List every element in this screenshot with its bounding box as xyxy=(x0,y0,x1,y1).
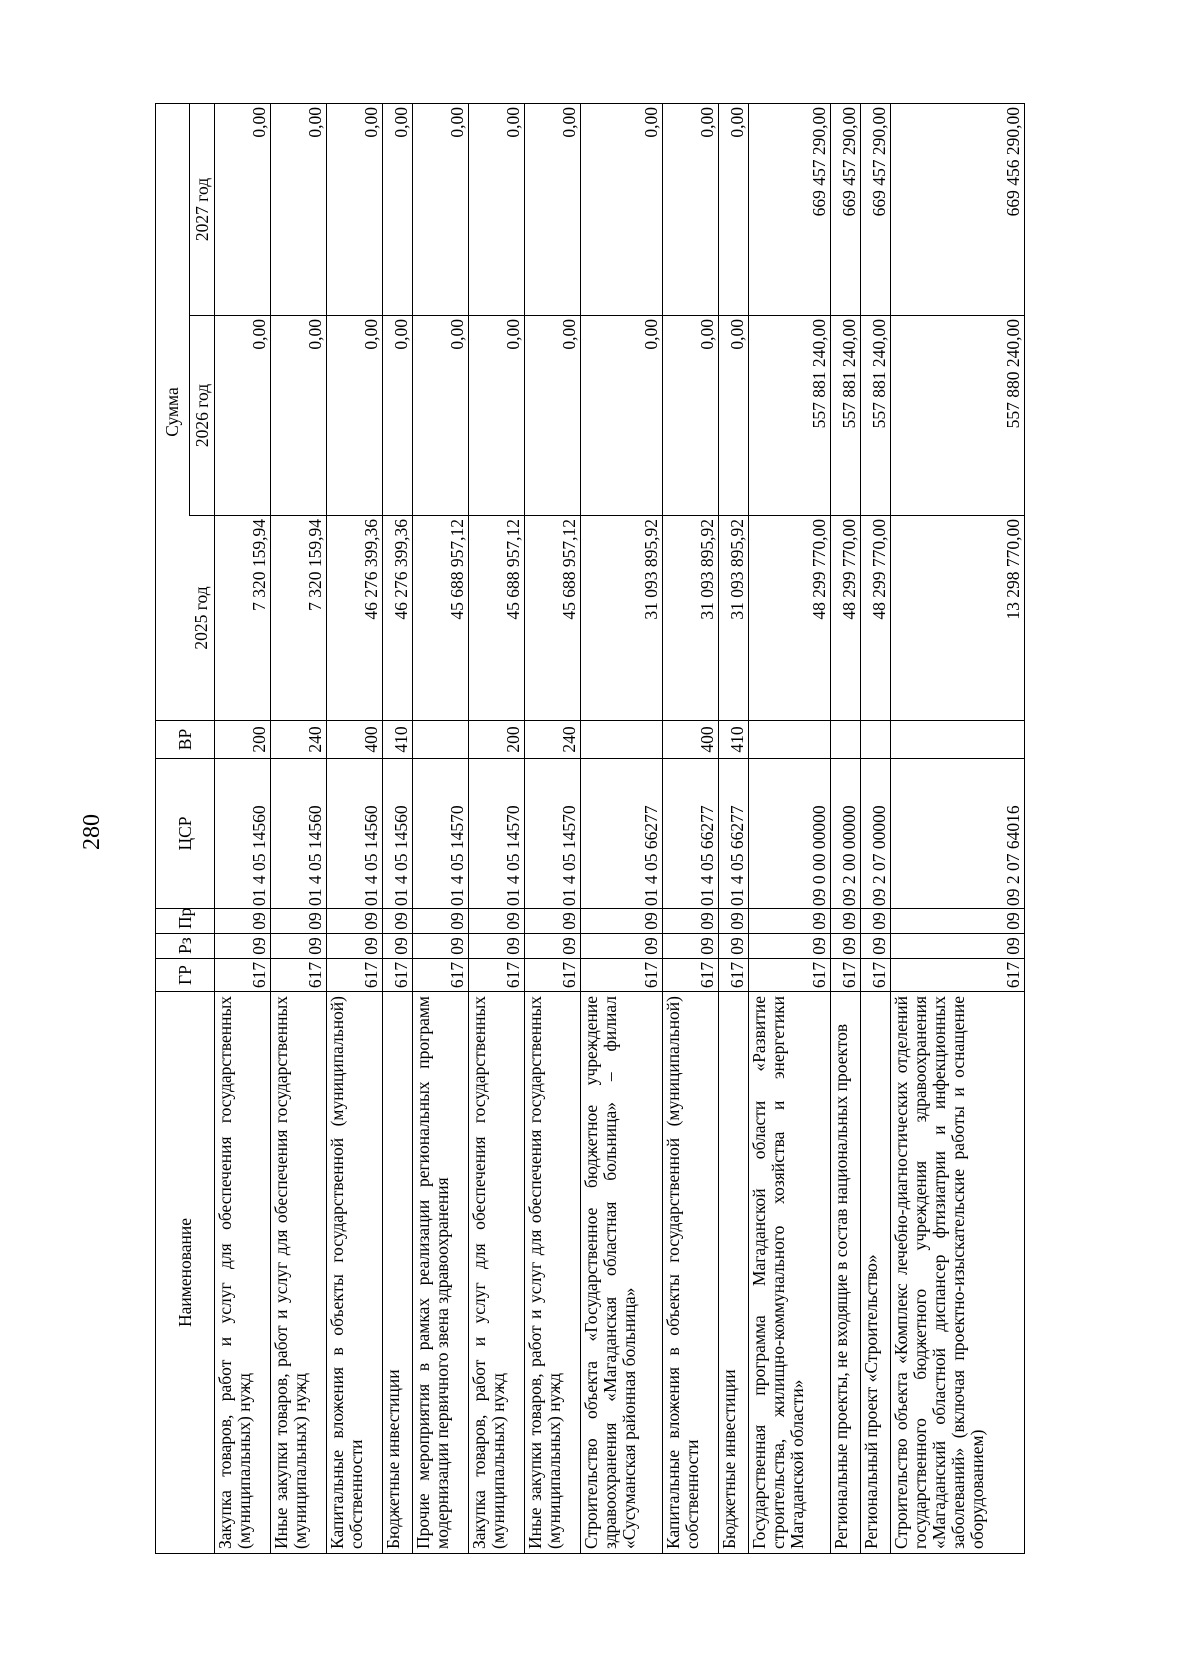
row-rz-cell: 09 xyxy=(719,934,749,959)
table-body xyxy=(215,103,1025,1553)
row-pr-cell: 09 xyxy=(861,909,891,934)
table-row xyxy=(663,103,719,1553)
row-name-cell: Прочие мероприятия в рамках реализации региональных программ модернизации первичного звена здравоохранения xyxy=(413,992,469,1554)
row-gr-cell: 617 xyxy=(271,959,327,992)
row-2026-amount: 0,00 xyxy=(413,316,469,516)
row-vr-cell: 240 xyxy=(271,721,327,759)
row-2025-amount: 31 093 895,92 xyxy=(581,516,663,721)
row-gr-cell: 617 xyxy=(413,959,469,992)
row-2025-amount: 7 320 159,94 xyxy=(271,516,327,721)
row-2027-amount: 0,00 xyxy=(525,103,581,315)
row-2025-amount: 45 688 957,12 xyxy=(469,516,525,721)
row-csr-cell: 01 4 05 14570 xyxy=(413,759,469,909)
row-pr-cell: 09 xyxy=(327,909,383,934)
table-row xyxy=(581,103,663,1553)
row-2026-amount: 557 881 240,00 xyxy=(749,316,831,516)
row-pr-cell: 09 xyxy=(469,909,525,934)
header-rz: Рз xyxy=(156,934,215,959)
table-row xyxy=(383,103,413,1553)
table-row xyxy=(271,103,327,1553)
row-name-cell: Закупка товаров, работ и услуг для обеспечения государственных (муниципальных) нужд xyxy=(215,992,271,1554)
row-2027-amount: 0,00 xyxy=(383,103,413,315)
row-csr-cell: 09 2 07 64016 xyxy=(891,759,1025,909)
page-number: 280 xyxy=(79,814,105,850)
row-2027-amount: 669 456 290,00 xyxy=(891,103,1025,315)
row-pr-cell: 09 xyxy=(525,909,581,934)
row-rz-cell: 09 xyxy=(327,934,383,959)
row-2027-amount: 0,00 xyxy=(469,103,525,315)
row-2026-amount: 557 880 240,00 xyxy=(891,316,1025,516)
row-vr-cell: 240 xyxy=(525,721,581,759)
row-vr-cell xyxy=(581,721,663,759)
row-2027-amount: 669 457 290,00 xyxy=(831,103,861,315)
row-pr-cell: 09 xyxy=(749,909,831,934)
row-2025-amount: 45 688 957,12 xyxy=(413,516,469,721)
row-csr-cell: 01 4 05 14570 xyxy=(525,759,581,909)
row-vr-cell: 400 xyxy=(327,721,383,759)
row-2025-amount: 48 299 770,00 xyxy=(831,516,861,721)
row-2025-amount: 7 320 159,94 xyxy=(215,516,271,721)
row-name-cell: Региональные проекты, не входящие в состав национальных проектов xyxy=(831,992,861,1554)
row-name-cell: Бюджетные инвестиции xyxy=(383,992,413,1554)
row-csr-cell: 01 4 05 66277 xyxy=(581,759,663,909)
row-rz-cell: 09 xyxy=(469,934,525,959)
header-gr: ГР xyxy=(156,959,215,992)
row-pr-cell: 09 xyxy=(831,909,861,934)
row-pr-cell: 09 xyxy=(663,909,719,934)
row-2026-amount: 0,00 xyxy=(215,316,271,516)
row-gr-cell: 617 xyxy=(469,959,525,992)
row-2026-amount: 0,00 xyxy=(327,316,383,516)
row-2027-amount: 0,00 xyxy=(663,103,719,315)
budget-table-container xyxy=(155,104,1025,1554)
table-row xyxy=(525,103,581,1553)
row-vr-cell xyxy=(891,721,1025,759)
row-gr-cell: 617 xyxy=(891,959,1025,992)
table-row xyxy=(831,103,861,1553)
header-year-2027: 2027 год xyxy=(190,103,215,315)
row-name-cell: Региональный проект «Строительство» xyxy=(861,992,891,1554)
row-2027-amount: 0,00 xyxy=(271,103,327,315)
row-vr-cell xyxy=(861,721,891,759)
row-pr-cell: 09 xyxy=(271,909,327,934)
row-2027-amount: 0,00 xyxy=(215,103,271,315)
row-2027-amount: 0,00 xyxy=(327,103,383,315)
row-2025-amount: 46 276 399,36 xyxy=(383,516,413,721)
header-year-2025: 2025 год xyxy=(190,516,215,721)
row-gr-cell: 617 xyxy=(525,959,581,992)
table-row xyxy=(719,103,749,1553)
table-row xyxy=(327,103,383,1553)
row-2025-amount: 46 276 399,36 xyxy=(327,516,383,721)
row-pr-cell: 09 xyxy=(719,909,749,934)
row-gr-cell: 617 xyxy=(749,959,831,992)
table-row xyxy=(749,103,831,1553)
row-rz-cell: 09 xyxy=(525,934,581,959)
row-name-cell: Капитальные вложения в объекты государственной (муниципальной) собственности xyxy=(327,992,383,1554)
row-2026-amount: 0,00 xyxy=(581,316,663,516)
row-name-cell: Иные закупки товаров, работ и услуг для обеспечения государственных (муниципальных) нужд xyxy=(271,992,327,1554)
row-name-cell: Государственная программа Магаданской области «Развитие строительства, жилищно-коммунального хозяйства и энергетики Магаданской области» xyxy=(749,992,831,1554)
row-rz-cell: 09 xyxy=(749,934,831,959)
row-name-cell: Капитальные вложения в объекты государственной (муниципальной) собственности xyxy=(663,992,719,1554)
table-row xyxy=(861,103,891,1553)
table-row xyxy=(891,103,1025,1553)
row-csr-cell: 01 4 05 14560 xyxy=(383,759,413,909)
row-gr-cell: 617 xyxy=(831,959,861,992)
row-gr-cell: 617 xyxy=(581,959,663,992)
row-name-cell: Бюджетные инвестиции xyxy=(719,992,749,1554)
row-pr-cell: 09 xyxy=(891,909,1025,934)
row-csr-cell: 09 2 00 00000 xyxy=(831,759,861,909)
row-csr-cell: 01 4 05 14560 xyxy=(271,759,327,909)
row-name-cell: Закупка товаров, работ и услуг для обеспечения государственных (муниципальных) нужд xyxy=(469,992,525,1554)
row-2026-amount: 0,00 xyxy=(525,316,581,516)
header-pr: Пр xyxy=(156,909,215,934)
row-2025-amount: 31 093 895,92 xyxy=(719,516,749,721)
row-rz-cell: 09 xyxy=(891,934,1025,959)
row-gr-cell: 617 xyxy=(663,959,719,992)
header-name: Наименование xyxy=(156,992,215,1554)
table-row xyxy=(215,103,271,1553)
row-pr-cell: 09 xyxy=(581,909,663,934)
row-name-cell: Строительство объекта «Государственное бюджетное учреждение здравоохранения «Магаданская областная больница» – филиал «Сусуманская районная больница» xyxy=(581,992,663,1554)
row-2025-amount: 48 299 770,00 xyxy=(749,516,831,721)
row-name-cell: Строительство объекта «Комплекс лечебно-диагностических отделений государственного бюджетного учреждения здравоохранения «Магаданский областной диспансер фтизиатрии и инфекционных заболеваний» (включая проектно-изыскательские работы и оснащение оборудованием) xyxy=(891,992,1025,1554)
row-rz-cell: 09 xyxy=(413,934,469,959)
row-csr-cell: 01 4 05 14570 xyxy=(469,759,525,909)
row-csr-cell: 01 4 05 66277 xyxy=(719,759,749,909)
header-year-2026: 2026 год xyxy=(190,316,215,516)
row-gr-cell: 617 xyxy=(861,959,891,992)
row-2026-amount: 0,00 xyxy=(719,316,749,516)
row-vr-cell: 410 xyxy=(719,721,749,759)
row-gr-cell: 617 xyxy=(719,959,749,992)
row-2026-amount: 557 881 240,00 xyxy=(831,316,861,516)
row-csr-cell: 09 0 00 00000 xyxy=(749,759,831,909)
row-2025-amount: 13 298 770,00 xyxy=(891,516,1025,721)
row-2027-amount: 0,00 xyxy=(581,103,663,315)
row-2027-amount: 0,00 xyxy=(719,103,749,315)
table-row xyxy=(469,103,525,1553)
row-gr-cell: 617 xyxy=(215,959,271,992)
row-pr-cell: 09 xyxy=(413,909,469,934)
table-row xyxy=(413,103,469,1553)
row-2025-amount: 48 299 770,00 xyxy=(861,516,891,721)
row-2026-amount: 0,00 xyxy=(663,316,719,516)
row-rz-cell: 09 xyxy=(861,934,891,959)
row-gr-cell: 617 xyxy=(327,959,383,992)
row-vr-cell: 200 xyxy=(469,721,525,759)
row-rz-cell: 09 xyxy=(383,934,413,959)
row-rz-cell: 09 xyxy=(215,934,271,959)
row-csr-cell: 01 4 05 66277 xyxy=(663,759,719,909)
row-pr-cell: 09 xyxy=(383,909,413,934)
header-sum: Сумма xyxy=(156,103,190,720)
row-2026-amount: 0,00 xyxy=(469,316,525,516)
row-csr-cell: 09 2 07 00000 xyxy=(861,759,891,909)
row-vr-cell: 400 xyxy=(663,721,719,759)
row-2026-amount: 0,00 xyxy=(271,316,327,516)
row-csr-cell: 01 4 05 14560 xyxy=(327,759,383,909)
row-rz-cell: 09 xyxy=(271,934,327,959)
header-csr: ЦСР xyxy=(156,759,215,909)
row-pr-cell: 09 xyxy=(215,909,271,934)
row-vr-cell xyxy=(831,721,861,759)
row-name-cell: Иные закупки товаров, работ и услуг для обеспечения государственных (муниципальных) нужд xyxy=(525,992,581,1554)
row-2026-amount: 0,00 xyxy=(383,316,413,516)
header-vr: ВР xyxy=(156,721,215,759)
row-2027-amount: 669 457 290,00 xyxy=(749,103,831,315)
row-2026-amount: 557 881 240,00 xyxy=(861,316,891,516)
row-2027-amount: 669 457 290,00 xyxy=(861,103,891,315)
budget-table xyxy=(155,103,1025,1554)
row-rz-cell: 09 xyxy=(581,934,663,959)
row-vr-cell: 200 xyxy=(215,721,271,759)
row-2025-amount: 45 688 957,12 xyxy=(525,516,581,721)
row-vr-cell xyxy=(413,721,469,759)
row-gr-cell: 617 xyxy=(383,959,413,992)
row-vr-cell xyxy=(749,721,831,759)
row-2025-amount: 31 093 895,92 xyxy=(663,516,719,721)
row-vr-cell: 410 xyxy=(383,721,413,759)
row-rz-cell: 09 xyxy=(663,934,719,959)
row-rz-cell: 09 xyxy=(831,934,861,959)
row-csr-cell: 01 4 05 14560 xyxy=(215,759,271,909)
row-2027-amount: 0,00 xyxy=(413,103,469,315)
